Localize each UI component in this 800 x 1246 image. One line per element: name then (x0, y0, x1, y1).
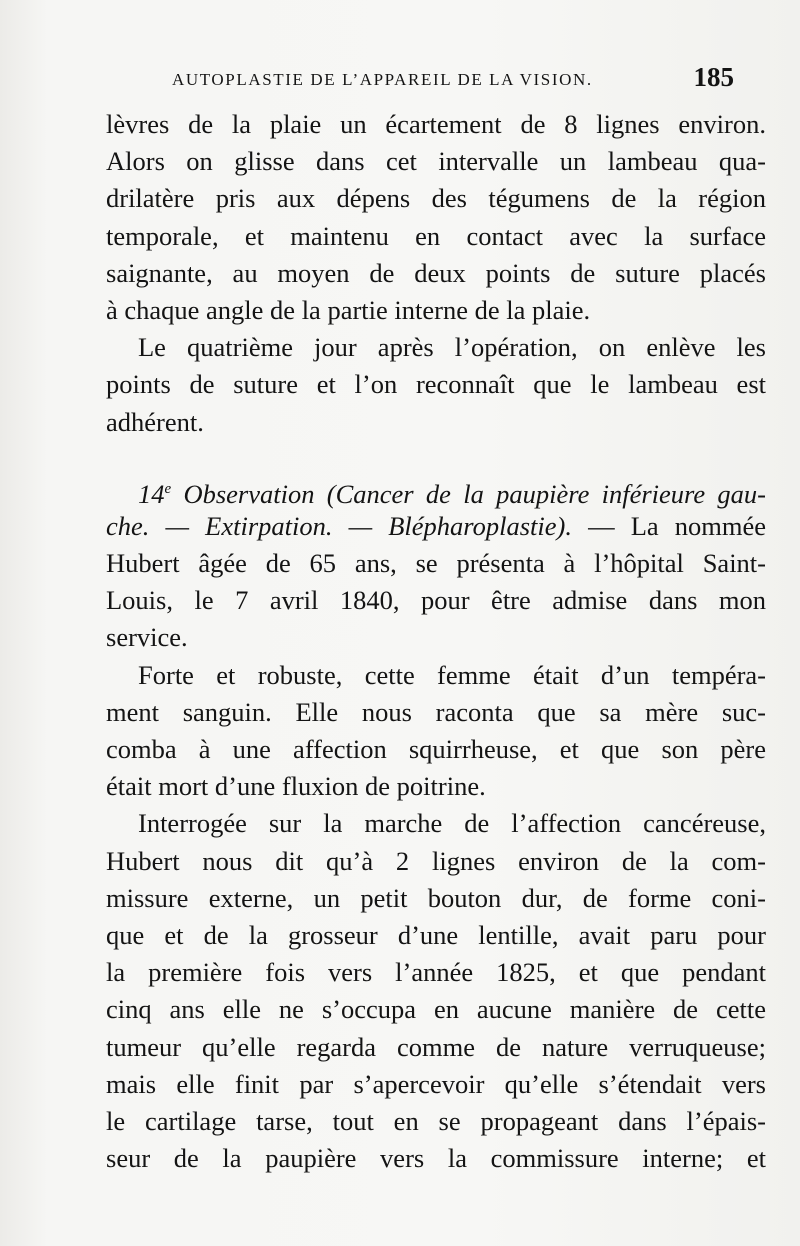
text-line: à chaque angle de la partie interne de la plaie. (106, 294, 591, 325)
text-line: Forte et robuste, cette femme était d’un tempéra- (138, 659, 766, 690)
text-line: cinq ans elle ne s’occupa en aucune manière de cette (106, 994, 766, 1025)
observation-heading-line (106, 508, 766, 545)
text-line: comba à une affection squirrheuse, et que son père (106, 734, 766, 764)
text-line: Le quatrième jour après l’opération, on enlève les (138, 332, 766, 363)
text-line: le cartilage tarse, tout en se propageant dans l’épais- (106, 1105, 766, 1136)
text-line: tumeur qu’elle regarda comme de nature verruqueuse; (106, 1031, 766, 1062)
text-line: adhérent. (106, 406, 204, 437)
page-header (172, 62, 738, 96)
text-line: drilatère pris aux dépens des tégumens de la région (106, 183, 766, 214)
text-line: lèvres de la plaie un écartement de 8 lignes environ. (106, 109, 766, 139)
text-line: points de suture et l’on reconnaît que le lambeau est (106, 369, 766, 400)
text-line: Louis, le 7 avril 1840, pour être admise dans mon (106, 585, 766, 616)
text-line: saignante, au moyen de deux points de suture placés (106, 257, 766, 288)
text-line: seur de la paupière vers la commissure interne; et (106, 1143, 766, 1174)
text-line: Hubert nous dit qu’à 2 lignes environ de la com- (106, 845, 766, 876)
text-line: service. (106, 622, 188, 653)
observation-number: 14 (138, 478, 165, 509)
text-line: Hubert âgée de 65 ans, se présenta à l’hôpital Saint- (106, 548, 766, 579)
body-text (106, 106, 766, 1177)
text-line: mais elle finit par s’apercevoir qu’elle s’étendait vers (106, 1068, 766, 1099)
text-line: Interrogée sur la marche de l’affection cancéreuse, (138, 808, 766, 839)
text-line: était mort d’une fluxion de poitrine. (106, 771, 486, 802)
running-head: AUTOPLASTIE DE L’APPAREIL DE LA VISION. (172, 70, 593, 89)
text-line: que et de la grosseur d’une lentille, avait paru pour (106, 919, 766, 950)
text-line: la première fois vers l’année 1825, et que pendant (106, 957, 766, 988)
page-number: 185 (693, 62, 734, 92)
text-line: temporale, et maintenu en contact avec la surface (106, 220, 766, 251)
observation-lead-text: — La nommée (572, 510, 766, 541)
observation-number-suffix: e (164, 480, 172, 497)
observation-heading-line (106, 471, 766, 508)
observation-subtitle: che. — Extirpation. — Blépharoplastie). (106, 510, 572, 541)
text-line: missure externe, un petit bouton dur, de forme coni- (106, 882, 766, 913)
observation-title: Observation (Cancer de la paupière inférieure gau- (183, 478, 767, 509)
text-line: Alors on glisse dans cet intervalle un lambeau qua- (106, 146, 766, 177)
text-line: ment sanguin. Elle nous raconta que sa mère suc- (106, 696, 766, 727)
